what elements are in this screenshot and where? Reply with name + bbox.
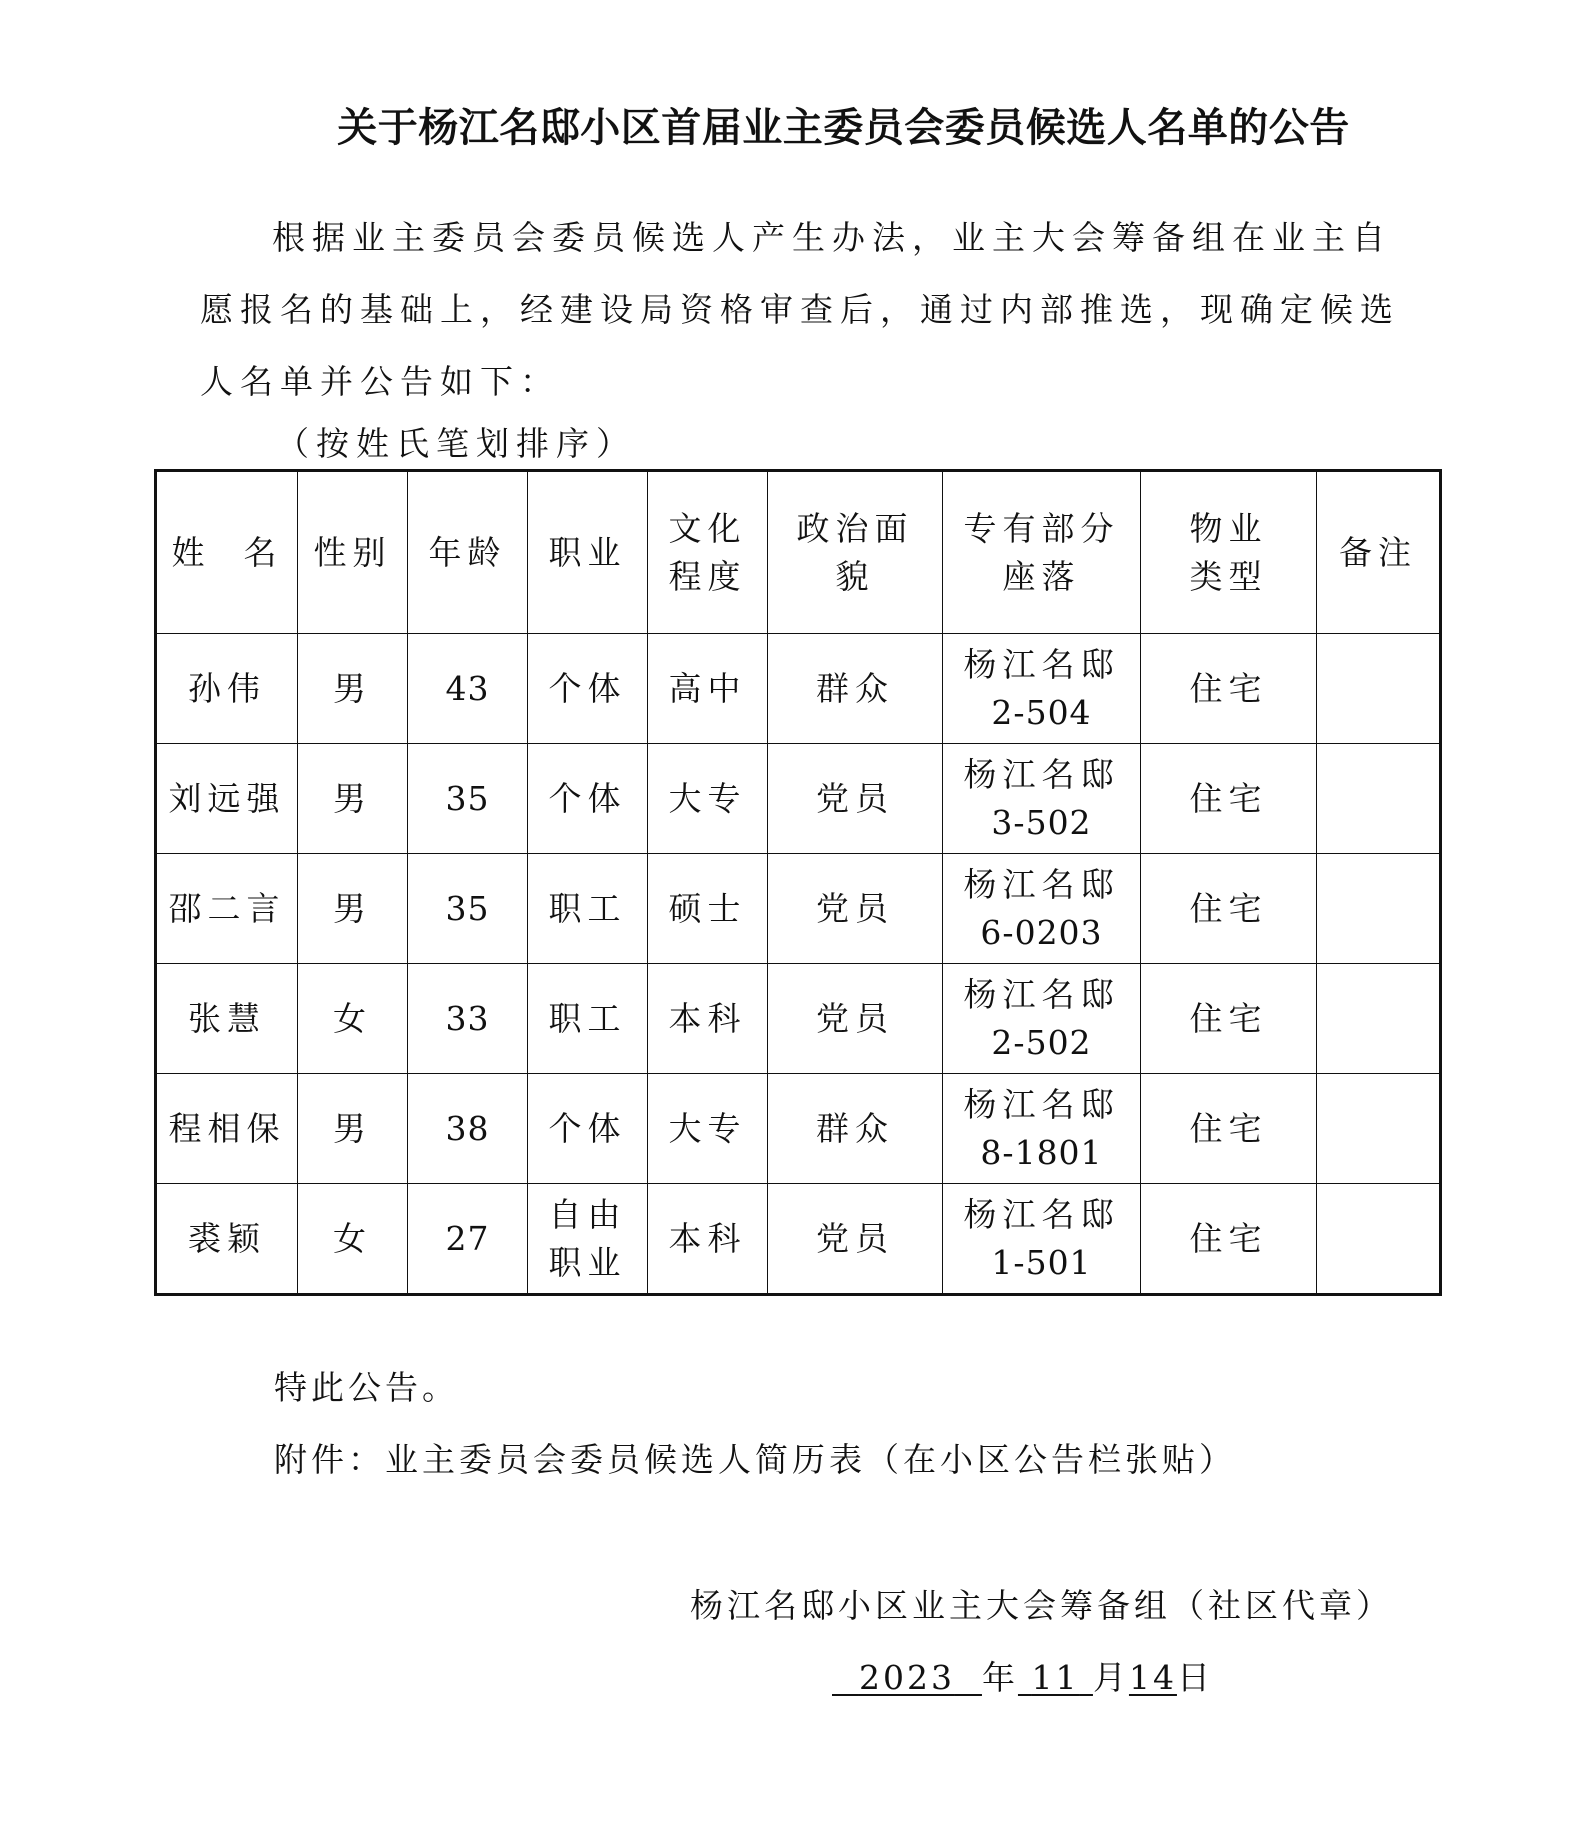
cell-name: 邵二言 <box>156 854 298 964</box>
cell-political: 党员 <box>768 744 943 854</box>
cell-political: 群众 <box>768 1074 943 1184</box>
header-age: 年龄 <box>408 471 528 634</box>
cell-property: 住宅 <box>1141 854 1317 964</box>
cell-location <box>943 964 1141 1074</box>
cell-property: 住宅 <box>1141 1074 1317 1184</box>
cell-name: 张慧 <box>156 964 298 1074</box>
cell-name: 刘远强 <box>156 744 298 854</box>
cell-location-line2: 3-502 <box>991 802 1092 842</box>
cell-education: 本科 <box>648 964 768 1074</box>
header-political-line2: 貌 <box>835 556 875 596</box>
header-property-line1: 物业 <box>1189 508 1268 548</box>
cell-location-line1: 杨江名邸 <box>963 864 1120 904</box>
cell-name: 程相保 <box>156 1074 298 1184</box>
cell-property: 住宅 <box>1141 964 1317 1074</box>
cell-age: 38 <box>408 1074 528 1184</box>
date-day-value: 14 <box>1128 1658 1177 1697</box>
date-day-unit: 日 <box>1176 1658 1213 1697</box>
header-education-line2: 程度 <box>668 556 747 596</box>
cell-gender: 女 <box>298 1184 408 1295</box>
cell-location-line2: 2-504 <box>991 692 1092 732</box>
cell-occupation <box>528 634 648 744</box>
cell-occupation <box>528 854 648 964</box>
header-location-line2: 座落 <box>1002 556 1081 596</box>
cell-occupation <box>528 964 648 1074</box>
header-row <box>156 471 1441 634</box>
header-education <box>648 471 768 634</box>
cell-gender: 男 <box>298 1074 408 1184</box>
header-name: 姓 名 <box>156 471 298 634</box>
cell-political: 党员 <box>768 964 943 1074</box>
cell-property: 住宅 <box>1141 744 1317 854</box>
cell-remarks <box>1317 964 1441 1074</box>
table-row <box>156 1074 1441 1184</box>
cell-education: 本科 <box>648 1184 768 1295</box>
cell-age: 43 <box>408 634 528 744</box>
cell-age: 35 <box>408 744 528 854</box>
cell-location-line1: 杨江名邸 <box>963 644 1120 684</box>
closing-line: 特此公告。 <box>274 1368 459 1407</box>
sort-note: （按姓氏笔划排序） <box>276 424 636 463</box>
header-gender: 性别 <box>298 471 408 634</box>
cell-remarks <box>1317 1184 1441 1295</box>
cell-location-line1: 杨江名邸 <box>963 754 1120 794</box>
cell-education: 大专 <box>648 1074 768 1184</box>
cell-location-line2: 8-1801 <box>980 1132 1103 1172</box>
cell-age: 33 <box>408 964 528 1074</box>
cell-occupation-line1: 个体 <box>548 778 627 818</box>
header-property-line2: 类型 <box>1189 556 1268 596</box>
cell-location <box>943 744 1141 854</box>
header-occupation: 职业 <box>528 471 648 634</box>
cell-occupation <box>528 1184 648 1295</box>
date-year-value: 2023 <box>858 1658 955 1697</box>
cell-location <box>943 634 1141 744</box>
cell-remarks <box>1317 1074 1441 1184</box>
cell-occupation-line1: 个体 <box>548 1108 627 1148</box>
cell-location-line1: 杨江名邸 <box>963 974 1120 1014</box>
signature-line: 杨江名邸小区业主大会筹备组（社区代章） <box>690 1586 1393 1625</box>
header-education-line1: 文化 <box>668 508 747 548</box>
header-political-line1: 政治面 <box>796 508 914 548</box>
attachment-line: 附件：业主委员会委员候选人简历表（在小区公告栏张贴） <box>274 1440 1236 1479</box>
document-title: 关于杨江名邸小区首届业主委员会委员候选人名单的公告 <box>337 105 1350 151</box>
cell-location-line1: 杨江名邸 <box>963 1194 1120 1234</box>
table-row <box>156 744 1441 854</box>
cell-location <box>943 1184 1141 1295</box>
cell-age: 27 <box>408 1184 528 1295</box>
table-row <box>156 1184 1441 1295</box>
cell-location-line1: 杨江名邸 <box>963 1084 1120 1124</box>
cell-remarks <box>1317 634 1441 744</box>
cell-occupation <box>528 1074 648 1184</box>
cell-education: 大专 <box>648 744 768 854</box>
cell-age: 35 <box>408 854 528 964</box>
date-line <box>832 1652 1213 1699</box>
cell-occupation-line1: 职工 <box>548 998 627 1038</box>
cell-education: 高中 <box>648 634 768 744</box>
intro-paragraph: 根据业主委员会委员候选人产生办法，业主大会筹备组在业主自愿报名的基础上，经建设局资格审查后，通过内部推选，现确定候选人名单并公告如下： <box>200 218 1400 401</box>
cell-location <box>943 1074 1141 1184</box>
cell-political: 党员 <box>768 1184 943 1295</box>
cell-location-line2: 1-501 <box>991 1242 1092 1282</box>
date-year-unit: 年 <box>981 1658 1018 1697</box>
cell-occupation-line2: 职业 <box>548 1242 627 1282</box>
cell-location <box>943 854 1141 964</box>
table-row <box>156 964 1441 1074</box>
candidate-table <box>154 469 1442 1296</box>
cell-property: 住宅 <box>1141 634 1317 744</box>
cell-gender: 男 <box>298 854 408 964</box>
cell-remarks <box>1317 854 1441 964</box>
header-location <box>943 471 1141 634</box>
header-political <box>768 471 943 634</box>
cell-property: 住宅 <box>1141 1184 1317 1295</box>
header-property <box>1141 471 1317 634</box>
cell-occupation-line1: 个体 <box>548 668 627 708</box>
cell-gender: 女 <box>298 964 408 1074</box>
cell-gender: 男 <box>298 744 408 854</box>
cell-remarks <box>1317 744 1441 854</box>
cell-political: 群众 <box>768 634 943 744</box>
cell-occupation-line1: 自由 <box>548 1194 627 1234</box>
date-month <box>1018 1658 1093 1697</box>
header-location-line1: 专有部分 <box>963 508 1120 548</box>
header-remarks: 备注 <box>1317 471 1441 634</box>
cell-location-line2: 6-0203 <box>980 912 1103 952</box>
cell-education: 硕士 <box>648 854 768 964</box>
cell-occupation <box>528 744 648 854</box>
cell-name: 孙伟 <box>156 634 298 744</box>
date-month-unit: 月 <box>1092 1658 1129 1697</box>
cell-political: 党员 <box>768 854 943 964</box>
date-day <box>1129 1658 1177 1697</box>
cell-location-line2: 2-502 <box>991 1022 1092 1062</box>
cell-name: 裘颖 <box>156 1184 298 1295</box>
table-row <box>156 854 1441 964</box>
date-year <box>832 1658 982 1697</box>
cell-occupation-line1: 职工 <box>548 888 627 928</box>
date-month-value: 11 <box>1031 1658 1080 1697</box>
table-row <box>156 634 1441 744</box>
cell-gender: 男 <box>298 634 408 744</box>
